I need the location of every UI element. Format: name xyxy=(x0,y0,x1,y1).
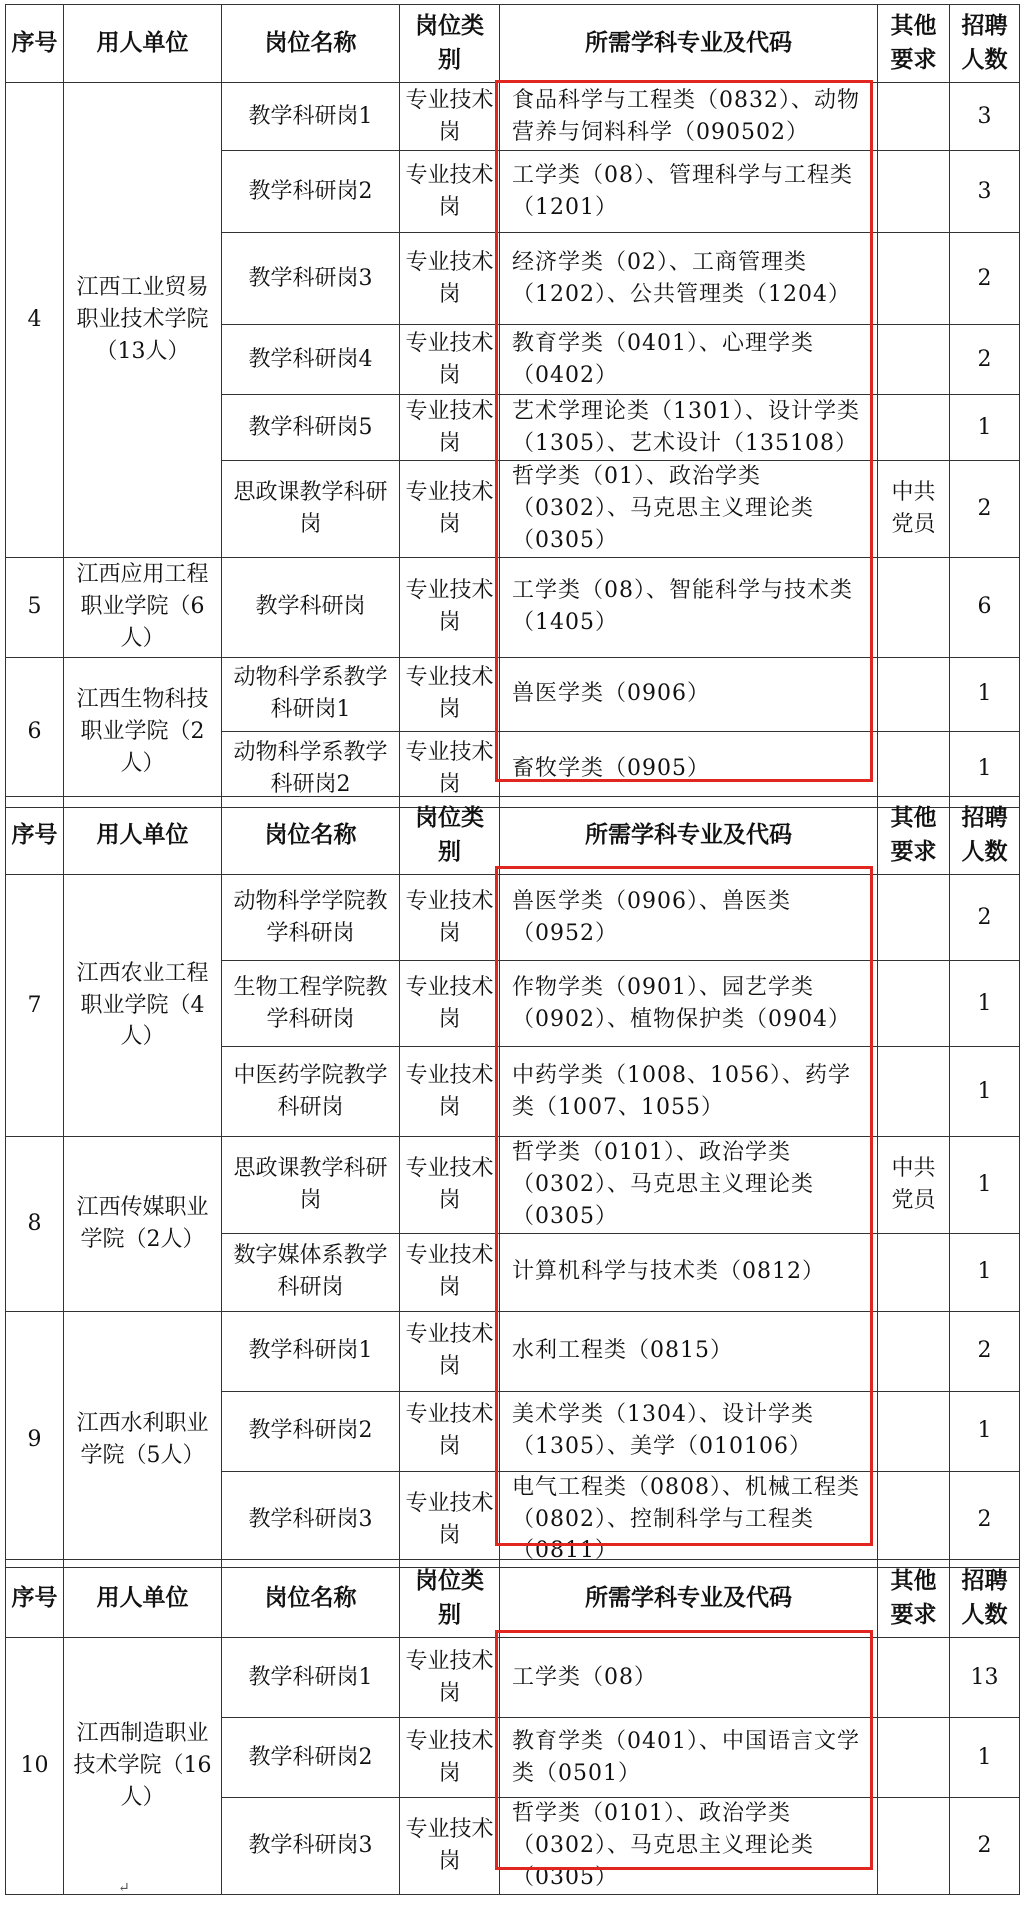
recruit-count: 1 xyxy=(950,961,1020,1047)
required-majors: 艺术学理论类（1301）、设计学类（1305）、艺术设计（135108） xyxy=(500,395,878,461)
other-requirements xyxy=(878,1471,950,1568)
required-majors: 兽医学类（0906） xyxy=(500,657,878,731)
other-requirements xyxy=(878,1718,950,1798)
recruit-count: 2 xyxy=(950,233,1020,325)
table-row xyxy=(6,557,1020,657)
other-requirements xyxy=(878,1391,950,1471)
recruitment-table-2 xyxy=(5,796,1020,1568)
header-majors: 所需学科专业及代码 xyxy=(500,797,878,875)
table-row xyxy=(6,1638,1020,1718)
employer-unit: 江西工业贸易职业技术学院（13人） xyxy=(64,83,222,558)
recruit-count: 2 xyxy=(950,461,1020,558)
required-majors: 哲学类（0101）、政治学类（0302）、马克思主义理论类（0305） xyxy=(500,1798,878,1895)
required-majors: 经济学类（02）、工商管理类（1202）、公共管理类（1204） xyxy=(500,233,878,325)
required-majors: 水利工程类（0815） xyxy=(500,1311,878,1391)
seq-number: 6 xyxy=(6,657,64,807)
seq-number: 8 xyxy=(6,1137,64,1312)
required-majors: 兽医学类（0906）、兽医类（0952） xyxy=(500,875,878,961)
required-majors: 工学类（08） xyxy=(500,1638,878,1718)
required-majors: 工学类（08）、智能科学与技术类（1405） xyxy=(500,557,878,657)
other-requirements xyxy=(878,875,950,961)
header-category: 岗位类别 xyxy=(400,5,500,83)
header-unit: 用人单位 xyxy=(64,797,222,875)
recruit-count: 1 xyxy=(950,1137,1020,1234)
header-seq: 序号 xyxy=(6,797,64,875)
recruitment-table-3 xyxy=(5,1559,1020,1895)
seq-number: 4 xyxy=(6,83,64,558)
post-category: 专业技术岗 xyxy=(400,1391,500,1471)
table-row xyxy=(6,1137,1020,1234)
post-category: 专业技术岗 xyxy=(400,325,500,395)
table-header-row xyxy=(6,797,1020,875)
recruit-count: 2 xyxy=(950,1471,1020,1568)
recruit-count: 2 xyxy=(950,1311,1020,1391)
post-category: 专业技术岗 xyxy=(400,461,500,558)
post-category: 专业技术岗 xyxy=(400,657,500,731)
post-name: 思政课教学科研岗 xyxy=(222,1137,400,1234)
header-post: 岗位名称 xyxy=(222,1560,400,1638)
post-category: 专业技术岗 xyxy=(400,395,500,461)
post-name: 教学科研岗3 xyxy=(222,1471,400,1568)
post-name: 教学科研岗2 xyxy=(222,1391,400,1471)
required-majors: 作物学类（0901）、园艺学类（0902）、植物保护类（0904） xyxy=(500,961,878,1047)
header-count: 招聘人数 xyxy=(950,5,1020,83)
header-unit: 用人单位 xyxy=(64,1560,222,1638)
required-majors: 畜牧学类（0905） xyxy=(500,731,878,807)
required-majors: 哲学类（0101）、政治学类（0302）、马克思主义理论类（0305） xyxy=(500,1137,878,1234)
post-category: 专业技术岗 xyxy=(400,1718,500,1798)
employer-unit: 江西水利职业学院（5人） xyxy=(64,1311,222,1568)
recruitment-table-1 xyxy=(5,4,1020,808)
post-name: 中医药学院教学科研岗 xyxy=(222,1047,400,1137)
other-requirements xyxy=(878,325,950,395)
post-name: 教学科研岗1 xyxy=(222,83,400,151)
header-seq: 序号 xyxy=(6,5,64,83)
seq-number: 9 xyxy=(6,1311,64,1568)
post-name: 生物工程学院教学科研岗 xyxy=(222,961,400,1047)
recruit-count: 1 xyxy=(950,1233,1020,1311)
other-requirements xyxy=(878,961,950,1047)
header-post: 岗位名称 xyxy=(222,797,400,875)
post-category: 专业技术岗 xyxy=(400,1638,500,1718)
header-majors: 所需学科专业及代码 xyxy=(500,5,878,83)
recruit-count: 1 xyxy=(950,1718,1020,1798)
post-category: 专业技术岗 xyxy=(400,83,500,151)
seq-number: 5 xyxy=(6,557,64,657)
recruit-count: 1 xyxy=(950,1391,1020,1471)
table-header-row xyxy=(6,5,1020,83)
post-name: 教学科研岗5 xyxy=(222,395,400,461)
header-majors: 所需学科专业及代码 xyxy=(500,1560,878,1638)
recruit-count: 1 xyxy=(950,395,1020,461)
post-name: 教学科研岗1 xyxy=(222,1638,400,1718)
other-requirements xyxy=(878,83,950,151)
header-other: 其他要求 xyxy=(878,1560,950,1638)
other-requirements: 中共党员 xyxy=(878,1137,950,1234)
required-majors: 教育学类（0401）、心理学类（0402） xyxy=(500,325,878,395)
post-category: 专业技术岗 xyxy=(400,875,500,961)
post-category: 专业技术岗 xyxy=(400,1798,500,1895)
other-requirements xyxy=(878,1311,950,1391)
post-category: 专业技术岗 xyxy=(400,961,500,1047)
post-category: 专业技术岗 xyxy=(400,557,500,657)
recruit-count: 2 xyxy=(950,325,1020,395)
post-name: 教学科研岗4 xyxy=(222,325,400,395)
employer-unit: 江西应用工程职业学院（6人） xyxy=(64,557,222,657)
header-other: 其他要求 xyxy=(878,5,950,83)
post-name: 教学科研岗 xyxy=(222,557,400,657)
post-category: 专业技术岗 xyxy=(400,1047,500,1137)
other-requirements xyxy=(878,151,950,233)
header-unit: 用人单位 xyxy=(64,5,222,83)
required-majors: 计算机科学与技术类（0812） xyxy=(500,1233,878,1311)
post-category: 专业技术岗 xyxy=(400,1137,500,1234)
required-majors: 哲学类（01）、政治学类（0302）、马克思主义理论类（0305） xyxy=(500,461,878,558)
post-category: 专业技术岗 xyxy=(400,151,500,233)
required-majors: 美术学类（1304）、设计学类（1305）、美学（010106） xyxy=(500,1391,878,1471)
post-category: 专业技术岗 xyxy=(400,1233,500,1311)
post-name: 教学科研岗2 xyxy=(222,151,400,233)
recruit-count: 1 xyxy=(950,731,1020,807)
employer-unit: 江西农业工程职业学院（4人） xyxy=(64,875,222,1137)
other-requirements xyxy=(878,1047,950,1137)
post-name: 动物科学学院教学科研岗 xyxy=(222,875,400,961)
post-category: 专业技术岗 xyxy=(400,1311,500,1391)
post-name: 思政课教学科研岗 xyxy=(222,461,400,558)
recruit-count: 1 xyxy=(950,1047,1020,1137)
header-count: 招聘人数 xyxy=(950,1560,1020,1638)
other-requirements xyxy=(878,657,950,731)
table-row xyxy=(6,875,1020,961)
post-category: 专业技术岗 xyxy=(400,731,500,807)
header-other: 其他要求 xyxy=(878,797,950,875)
post-name: 教学科研岗3 xyxy=(222,1798,400,1895)
header-category: 岗位类别 xyxy=(400,797,500,875)
post-category: 专业技术岗 xyxy=(400,233,500,325)
other-requirements: 中共党员 xyxy=(878,461,950,558)
required-majors: 工学类（08）、管理科学与工程类（1201） xyxy=(500,151,878,233)
table-row xyxy=(6,1311,1020,1391)
recruit-count: 3 xyxy=(950,83,1020,151)
other-requirements xyxy=(878,1638,950,1718)
employer-unit: 江西生物科技职业学院（2人） xyxy=(64,657,222,807)
employer-unit: 江西制造职业技术学院（16人） xyxy=(64,1638,222,1895)
recruit-count: 13 xyxy=(950,1638,1020,1718)
required-majors: 中药学类（1008、1056）、药学类（1007、1055） xyxy=(500,1047,878,1137)
post-name: 教学科研岗3 xyxy=(222,233,400,325)
header-seq: 序号 xyxy=(6,1560,64,1638)
header-category: 岗位类别 xyxy=(400,1560,500,1638)
post-name: 教学科研岗1 xyxy=(222,1311,400,1391)
post-name: 动物科学系教学科研岗1 xyxy=(222,657,400,731)
other-requirements xyxy=(878,1233,950,1311)
table-row xyxy=(6,83,1020,151)
post-name: 教学科研岗2 xyxy=(222,1718,400,1798)
recruit-count: 3 xyxy=(950,151,1020,233)
required-majors: 食品科学与工程类（0832）、动物营养与饲料科学（090502） xyxy=(500,83,878,151)
required-majors: 电气工程类（0808）、机械工程类（0802）、控制科学与工程类（0811） xyxy=(500,1471,878,1568)
recruit-count: 6 xyxy=(950,557,1020,657)
other-requirements xyxy=(878,557,950,657)
other-requirements xyxy=(878,1798,950,1895)
seq-number: 7 xyxy=(6,875,64,1137)
other-requirements xyxy=(878,395,950,461)
table-row xyxy=(6,657,1020,731)
post-name: 动物科学系教学科研岗2 xyxy=(222,731,400,807)
header-post: 岗位名称 xyxy=(222,5,400,83)
other-requirements xyxy=(878,233,950,325)
recruit-count: 1 xyxy=(950,657,1020,731)
employer-unit: 江西传媒职业学院（2人） xyxy=(64,1137,222,1312)
post-category: 专业技术岗 xyxy=(400,1471,500,1568)
paragraph-mark: ↵ xyxy=(118,1880,130,1896)
seq-number: 10 xyxy=(6,1638,64,1895)
table-header-row xyxy=(6,1560,1020,1638)
recruit-count: 2 xyxy=(950,875,1020,961)
required-majors: 教育学类（0401）、中国语言文学类（0501） xyxy=(500,1718,878,1798)
header-count: 招聘人数 xyxy=(950,797,1020,875)
recruit-count: 2 xyxy=(950,1798,1020,1895)
post-name: 数字媒体系教学科研岗 xyxy=(222,1233,400,1311)
